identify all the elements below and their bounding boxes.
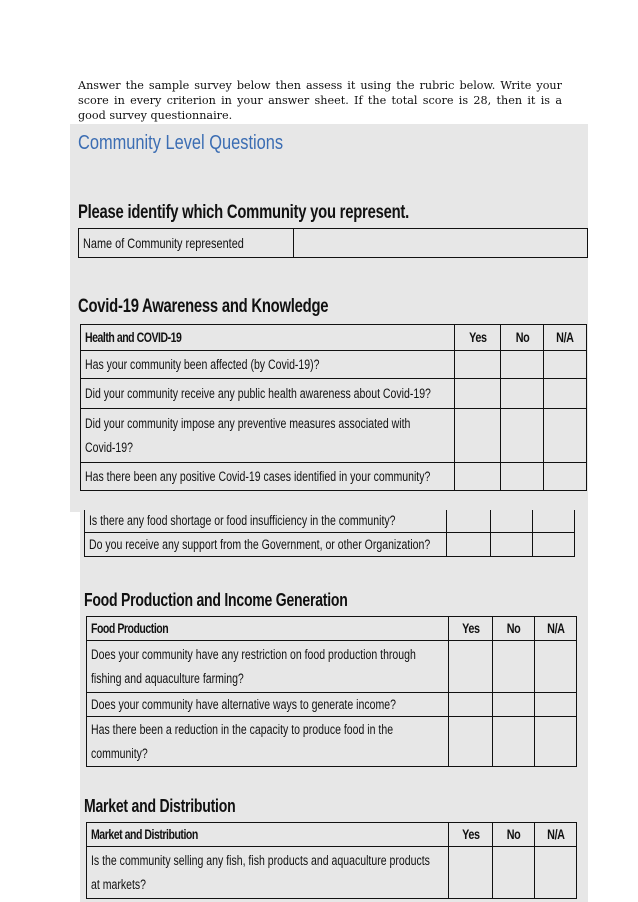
- question-text: Did your community receive any public health awareness about Covid-19?: [81, 379, 455, 409]
- question-text: Do you receive any support from the Government, or other Organization?: [85, 532, 447, 556]
- answer-no-cell[interactable]: [501, 351, 544, 379]
- covid-table-continued: [84, 510, 575, 557]
- no-column-header: No: [501, 325, 544, 351]
- food-table-header: Food Production: [87, 617, 449, 641]
- answer-yes-cell[interactable]: [449, 693, 493, 717]
- answer-na-cell[interactable]: [535, 847, 577, 899]
- table-row: [87, 717, 577, 767]
- answer-no-cell[interactable]: [493, 693, 535, 717]
- community-name-table: [78, 228, 588, 258]
- covid-heading: Covid-19 Awareness and Knowledge: [78, 296, 329, 317]
- table-row: [81, 409, 587, 463]
- question-text: Is the community selling any fish, fish products and aquaculture products at markets?: [87, 847, 449, 899]
- covid-table: [80, 324, 587, 491]
- answer-yes-cell[interactable]: [455, 351, 501, 379]
- no-column-header: No: [493, 823, 535, 847]
- covid-table-header: Health and COVID-19: [81, 325, 455, 351]
- question-text: Does your community have alternative ways to generate income?: [87, 693, 449, 717]
- answer-yes-cell[interactable]: [449, 847, 493, 899]
- question-text: Has there been a reduction in the capacity to produce food in the community?: [87, 717, 449, 767]
- table-row: [85, 532, 575, 556]
- yes-column-header: Yes: [455, 325, 501, 351]
- na-column-header: N/A: [544, 325, 587, 351]
- table-row: [87, 847, 577, 899]
- na-column-header: N/A: [535, 617, 577, 641]
- community-name-input[interactable]: [294, 229, 588, 258]
- table-row: [81, 463, 587, 491]
- answer-na-cell[interactable]: [535, 717, 577, 767]
- instructions-paragraph: Answer the sample survey below then assess it using the rubric below. Write your score in every criterion in your answer sheet. If the total score is 28, then it is a good survey questionnaire.: [78, 79, 562, 122]
- answer-no-cell[interactable]: [493, 717, 535, 767]
- survey-panel-top: [70, 124, 588, 512]
- answer-yes-cell[interactable]: [455, 409, 501, 463]
- answer-yes-cell[interactable]: [455, 379, 501, 409]
- community-name-label-cell: [79, 229, 294, 258]
- answer-na-cell[interactable]: [544, 351, 587, 379]
- no-column-header: No: [493, 617, 535, 641]
- survey-panel-bottom: [80, 512, 588, 902]
- answer-yes-cell[interactable]: [449, 641, 493, 693]
- question-text: Does your community have any restriction on food production through fishing and aquaculture farming?: [87, 641, 449, 693]
- question-text: Has there been any positive Covid-19 cases identified in your community?: [81, 463, 455, 491]
- food-table: [86, 616, 577, 767]
- community-name-label: Name of Community represented: [83, 235, 244, 251]
- answer-no-cell[interactable]: [491, 510, 533, 532]
- answer-no-cell[interactable]: [493, 847, 535, 899]
- food-heading: Food Production and Income Generation: [84, 590, 348, 610]
- answer-na-cell[interactable]: [544, 409, 587, 463]
- market-table-header: Market and Distribution: [87, 823, 449, 847]
- answer-yes-cell[interactable]: [447, 510, 491, 532]
- answer-na-cell[interactable]: [544, 463, 587, 491]
- answer-no-cell[interactable]: [493, 641, 535, 693]
- answer-no-cell[interactable]: [491, 532, 533, 556]
- table-row: [87, 693, 577, 717]
- answer-na-cell[interactable]: [544, 379, 587, 409]
- answer-na-cell[interactable]: [533, 532, 575, 556]
- identify-heading: Please identify which Community you represent.: [78, 202, 410, 223]
- answer-no-cell[interactable]: [501, 379, 544, 409]
- na-column-header: N/A: [535, 823, 577, 847]
- answer-no-cell[interactable]: [501, 463, 544, 491]
- answer-no-cell[interactable]: [501, 409, 544, 463]
- question-text: Is there any food shortage or food insufficiency in the community?: [85, 510, 447, 532]
- yes-column-header: Yes: [449, 617, 493, 641]
- answer-yes-cell[interactable]: [447, 532, 491, 556]
- answer-yes-cell[interactable]: [449, 717, 493, 767]
- market-table: [86, 822, 577, 899]
- table-row: [81, 379, 587, 409]
- yes-column-header: Yes: [449, 823, 493, 847]
- answer-na-cell[interactable]: [535, 641, 577, 693]
- answer-na-cell[interactable]: [533, 510, 575, 532]
- question-text: Has your community been affected (by Covid-19)?: [81, 351, 455, 379]
- question-text: Did your community impose any preventive measures associated with Covid-19?: [81, 409, 455, 463]
- answer-na-cell[interactable]: [535, 693, 577, 717]
- table-row: [85, 510, 575, 532]
- community-heading: Community Level Questions: [78, 132, 284, 154]
- market-heading: Market and Distribution: [84, 796, 236, 816]
- table-row: [81, 351, 587, 379]
- answer-yes-cell[interactable]: [455, 463, 501, 491]
- table-row: [87, 641, 577, 693]
